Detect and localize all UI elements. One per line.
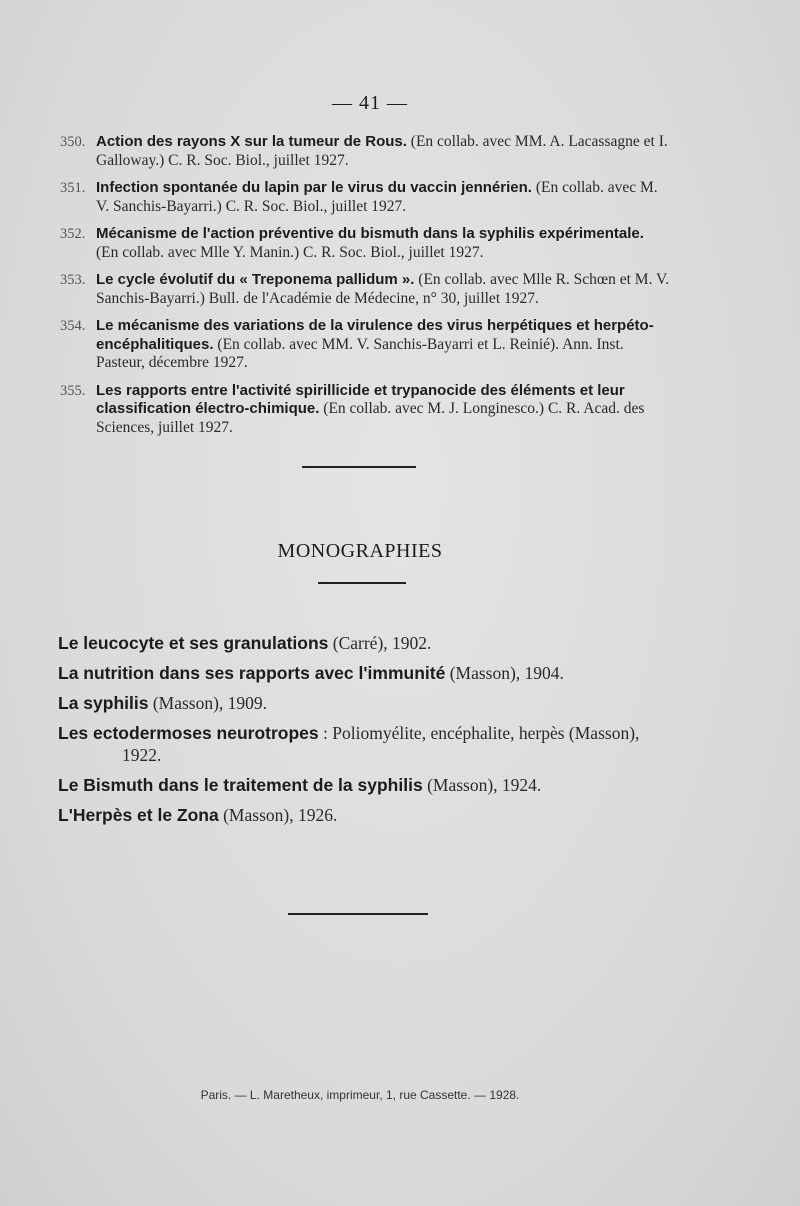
list-item [58,774,678,796]
list-item [58,722,678,766]
monograph-title: Le Bismuth dans le traitement de la syphilis [58,775,423,795]
page-number: — 41 — [332,92,408,114]
entry-title: Le cycle évolutif du « Treponema pallidum ». [96,271,415,288]
list-item [58,662,678,684]
publication-list [60,133,670,446]
list-item [58,692,678,714]
divider [318,582,406,584]
monograph-title: La syphilis [58,693,149,713]
entry-reference: (En collab. avec Mlle R. Schœn et M. V. Sanchis-Bayarri.) Bull. de l'Académie de Médecine, n° 30, juillet 1927. [96,271,670,307]
entry-title: Infection spontanée du lapin par le virus du vaccin jennérien. [96,179,532,196]
section-heading: MONOGRAPHIES [277,540,443,562]
monograph-list [58,632,678,834]
entry-reference: (En collab. avec Mlle Y. Manin.) C. R. Soc. Biol., juillet 1927. [96,243,484,261]
entry-title: Les rapports entre l'activité spirillicide et trypanocide des éléments et leur classification électro-chimique. [96,381,625,417]
monograph-reference: (Masson), 1924. [422,775,542,795]
monograph-reference: : Poliomyélite, encéphalite, herpès (Masson), 1922. [122,723,640,765]
divider [288,913,428,915]
entry-title: Le mécanisme des variations de la virulence des virus herpétiques et herpéto-encéphalitiques. [96,317,654,353]
entry-number: 354. [60,318,86,334]
entry-number: 353. [60,272,86,288]
entry-reference: (En collab. avec M. V. Sanchis-Bayarri.) C. R. Soc. Biol., juillet 1927. [96,179,658,215]
list-item [58,632,678,654]
entry-reference: (En collab. avec MM. V. Sanchis-Bayarri et L. Reinié). Ann. Inst. Pasteur, décembre 1927. [96,335,624,371]
entry-title: Mécanisme de l'action préventive du bismuth dans la syphilis expérimentale. [96,225,644,242]
monograph-title: La nutrition dans ses rapports avec l'immunité [58,663,446,683]
list-item [60,271,670,308]
divider [302,466,416,468]
monograph-reference: (Masson), 1909. [148,693,268,713]
monograph-reference: (Carré), 1902. [328,633,432,653]
list-item [60,133,670,170]
entry-reference: (En collab. avec M. J. Longinesco.) C. R. Acad. des Sciences, juillet 1927. [96,400,645,436]
entry-title: Action des rayons X sur la tumeur de Rous. [96,133,407,150]
printer-imprint: Paris. — L. Maretheux, imprimeur, 1, rue Cassette. — 1928. [200,1088,520,1102]
list-item [60,317,670,373]
monograph-title: Les ectodermoses neurotropes [58,723,319,743]
monograph-reference: (Masson), 1926. [218,805,338,825]
monograph-title: L'Herpès et le Zona [58,805,219,825]
entry-reference: (En collab. avec MM. A. Lacassagne et I. Galloway.) C. R. Soc. Biol., juillet 1927. [96,133,668,169]
monograph-reference: (Masson), 1904. [445,663,564,683]
entry-number: 352. [60,226,86,242]
entry-number: 355. [60,382,86,399]
entry-number: 350. [60,134,86,150]
list-item [60,179,670,216]
list-item [58,804,678,826]
monograph-title: Le leucocyte et ses granulations [58,633,329,653]
entry-number: 351. [60,180,86,196]
list-item [60,225,670,262]
list-item [60,382,670,438]
